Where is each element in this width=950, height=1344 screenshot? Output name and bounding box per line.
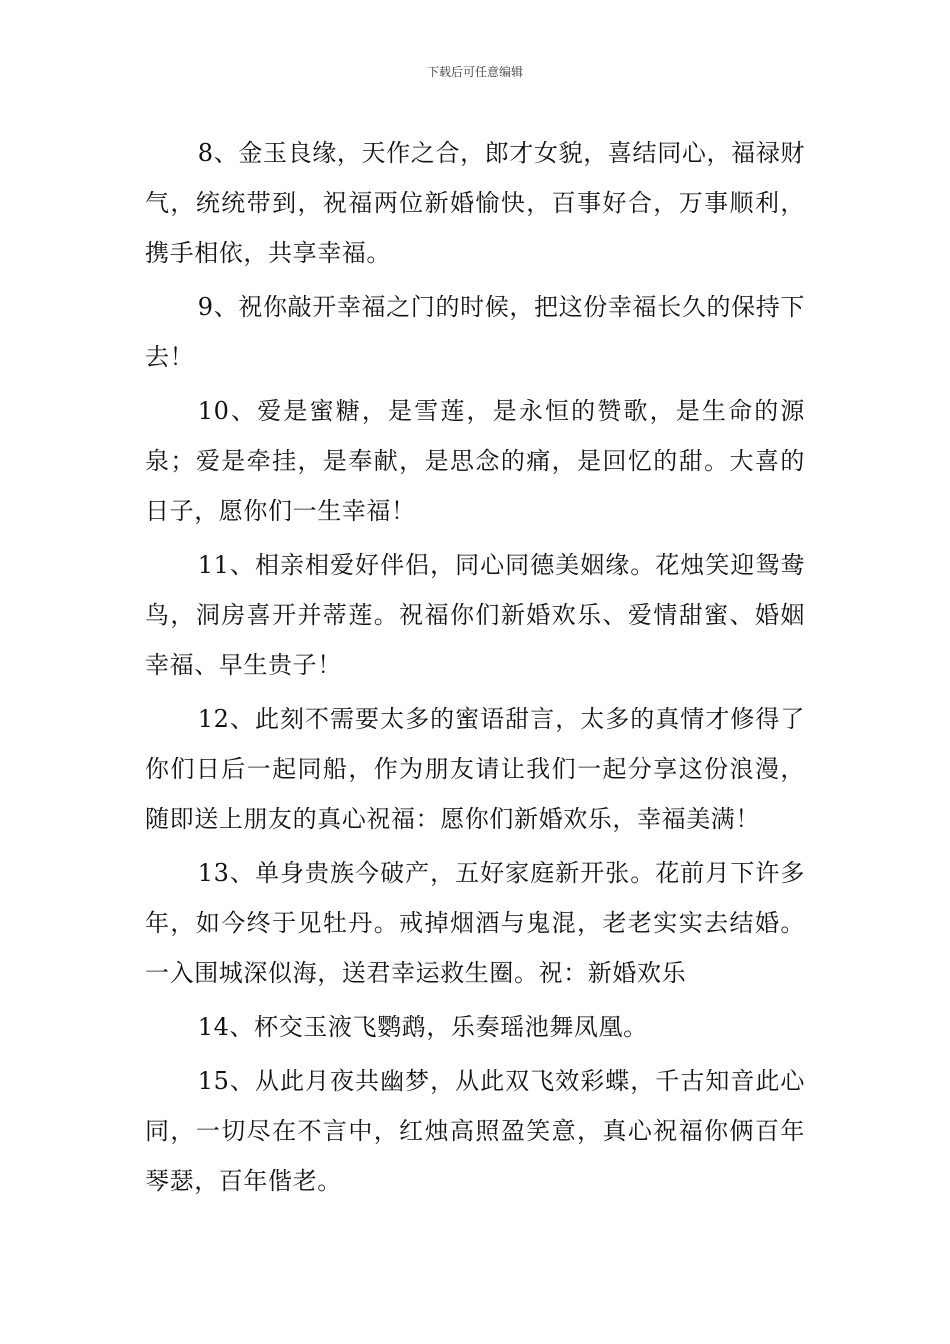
paragraph-8: 8、金玉良缘，天作之合，郎才女貌，喜结同心，福禄财气，统统带到，祝福两位新婚愉快，百事好合，万事顺利，携手相依，共享幸福。 [145, 139, 805, 267]
document-body [145, 128, 805, 1210]
page-header: 下载后可任意编辑 [426, 65, 523, 79]
paragraph-10: 10、爱是蜜糖，是雪莲，是永恒的赞歌，是生命的源泉；爱是牵挂，是奉献，是思念的痛，是回忆的甜。大喜的日子，愿你们一生幸福！ [145, 397, 805, 525]
paragraph-9: 9、祝你敲开幸福之门的时候，把这份幸福长久的保持下去！ [145, 293, 805, 371]
paragraph-11: 11、相亲相爱好伴侣，同心同德美姻缘。花烛笑迎鸳鸯鸟，洞房喜开并蒂莲。祝福你们新婚欢乐、爱情甜蜜、婚姻幸福、早生贵子！ [145, 551, 805, 679]
paragraph-15: 15、从此月夜共幽梦，从此双飞效彩蝶，千古知音此心同，一切尽在不言中，红烛高照盈笑意，真心祝福你俩百年琴瑟，百年偕老。 [145, 1067, 805, 1195]
paragraph-12: 12、此刻不需要太多的蜜语甜言，太多的真情才修得了你们日后一起同船，作为朋友请让我们一起分享这份浪漫，随即送上朋友的真心祝福：愿你们新婚欢乐，幸福美满！ [145, 705, 805, 833]
paragraph-13: 13、单身贵族今破产，五好家庭新开张。花前月下许多年，如今终于见牡丹。戒掉烟酒与鬼混，老老实实去结婚。一入围城深似海，送君幸运救生圈。祝：新婚欢乐 [145, 859, 805, 987]
paragraph-14: 14、杯交玉液飞鹦鹉，乐奏瑶池舞凤凰。 [197, 1013, 648, 1041]
